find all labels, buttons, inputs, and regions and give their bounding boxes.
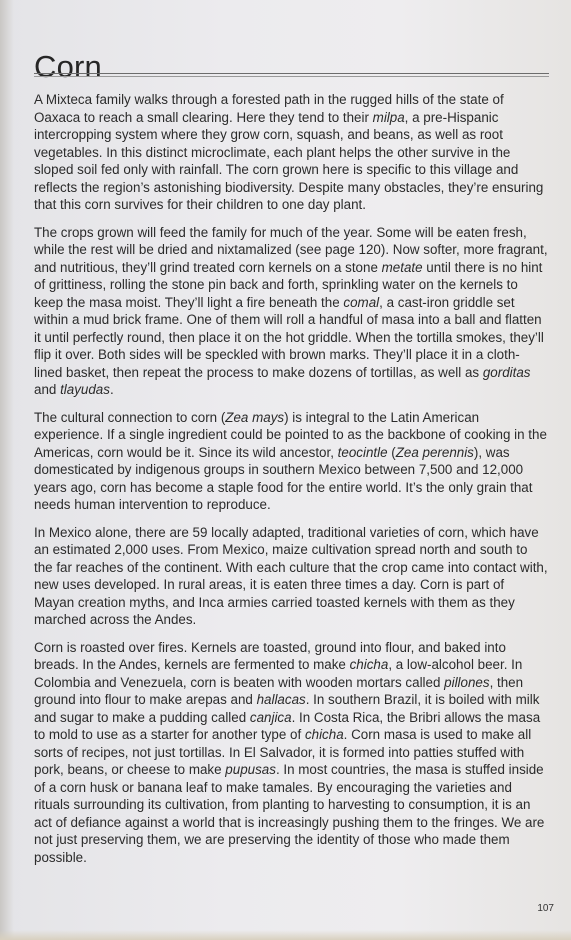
paragraph-3 [34, 409, 548, 514]
text-run: , a low-alcohol beer. In Colombia and Venezuela, corn is beaten with wooden mortars called [34, 657, 523, 690]
italic-term: gorditas [482, 364, 531, 380]
paragraph-1 [34, 91, 548, 214]
text-run: ), was domesticated by indigenous groups in southern Mexico between 7,500 and 12,000 years ago, corn has become a staple food for the entire world. It’s the only grain that needs human intervention to reproduce. [34, 444, 533, 512]
italic-term: pillones [444, 674, 490, 690]
text-run: . In most countries, the masa is stuffed inside of a corn husk or banana leaf to make tamales. By encouraging the varieties and rituals surrounding its cultivation, from planting to harvesting to consumption, it is an act of defiance against a world that is increasingly pushing them to the fringes. We are not just preserving them, we are preserving the identity of those who made them possible. [34, 762, 545, 865]
text-run: . In southern Brazil, it is boiled with milk and sugar to make a pudding called [34, 692, 540, 725]
paragraph-4 [34, 524, 548, 629]
text-run: until there is no hint of grittiness, rolling the stone pin back and forth, sprinkling water on the kernels to keep the masa moist. They’ll light a fire beneath the [34, 259, 543, 310]
chapter-title: Corn [34, 48, 102, 84]
page-spine-shadow [0, 0, 14, 940]
text-run: In Mexico alone, there are 59 locally adapted, traditional varieties of corn, which have an estimated 2,000 uses. From Mexico, maize cultivation spread north and south to the far reaches of the continent. With each culture that the crop came into contact with, new uses developed. In rural areas, it is eaten three times a day. Corn is part of Mayan creation myths, and Inca armies carried toasted kernels with them as they marched across the Andes. [34, 524, 548, 627]
paragraph-2 [34, 224, 548, 399]
text-run: . In Costa Rica, the Bribri allows the masa to mold to use as a starter for another type of [34, 709, 541, 742]
text-run: The crops grown will feed the family for much of the year. Some will be eaten fresh, while the rest will be dried and nixtamalized (see page 120). Now softer, more fragrant, and nutritious, they’ll grind treated corn kernels on a stone [34, 224, 548, 275]
text-run: , a pre-Hispanic intercropping system where they grow corn, squash, and beans, as well as root vegetables. In this distinct microclimate, each plant helps the other survive in the sloped soil fed only with rainfall. The corn grown here is specific to this village and reflects the region’s astonishing biodiversity. Despite many obstacles, they’re ensuring that this corn survives for their children to one day plant. [34, 109, 544, 212]
italic-term: hallacas [256, 692, 306, 707]
italic-term: teocintle [337, 444, 388, 460]
text-run: . [109, 382, 114, 397]
text-run: . Corn masa is used to make all sorts of recipes, not just tortillas. In El Salvador, it is formed into patties stuffed with pork, beans, or cheese to make [34, 727, 532, 777]
paragraph-5 [34, 639, 548, 867]
page-bottom-edge [0, 930, 571, 940]
text-run: , then ground into flour to make arepas and [34, 674, 524, 707]
text-run: ) is integral to the Latin American experience. If a single ingredient could be pointed to as the backbone of cooking in the Americas, corn would be it. Since its wild ancestor, [34, 409, 547, 460]
italic-term: metate [381, 259, 423, 275]
italic-term: chicha [304, 727, 344, 742]
italic-term: Zea perennis [395, 444, 474, 460]
text-run: The cultural connection to corn ( [34, 409, 226, 425]
text-run: Corn is roasted over fires. Kernels are toasted, ground into flour, and baked into breads. In the Andes, kernels are fermented to make [34, 639, 506, 672]
text-run: , a cast-iron griddle set within a mud brick frame. One of them will roll a handful of masa into a ball and flatten it until perfectly round, then place it on the hot griddle. When the tortilla smokes, they’ll flip it over. Both sides will be speckled with brown marks. They’ll place it in a cloth-lined basket, then repeat the process to make dozens of tortillas, as well as [34, 294, 544, 380]
italic-term: comal [343, 294, 380, 310]
page-number: 107 [537, 903, 554, 914]
italic-term: chicha [349, 657, 389, 672]
body-text [34, 91, 548, 876]
title-divider [34, 73, 549, 77]
italic-term: pupusas [225, 762, 276, 777]
text-run: and [34, 382, 61, 397]
italic-term: Zea mays [225, 409, 285, 425]
italic-term: tlayudas [60, 382, 110, 397]
text-run: ( [387, 444, 396, 460]
italic-term: milpa [372, 109, 405, 125]
text-run: A Mixteca family walks through a forested path in the rugged hills of the state of Oaxaca to reach a small clearing. Here they tend to their [34, 92, 504, 125]
italic-term: canjica [249, 709, 292, 725]
